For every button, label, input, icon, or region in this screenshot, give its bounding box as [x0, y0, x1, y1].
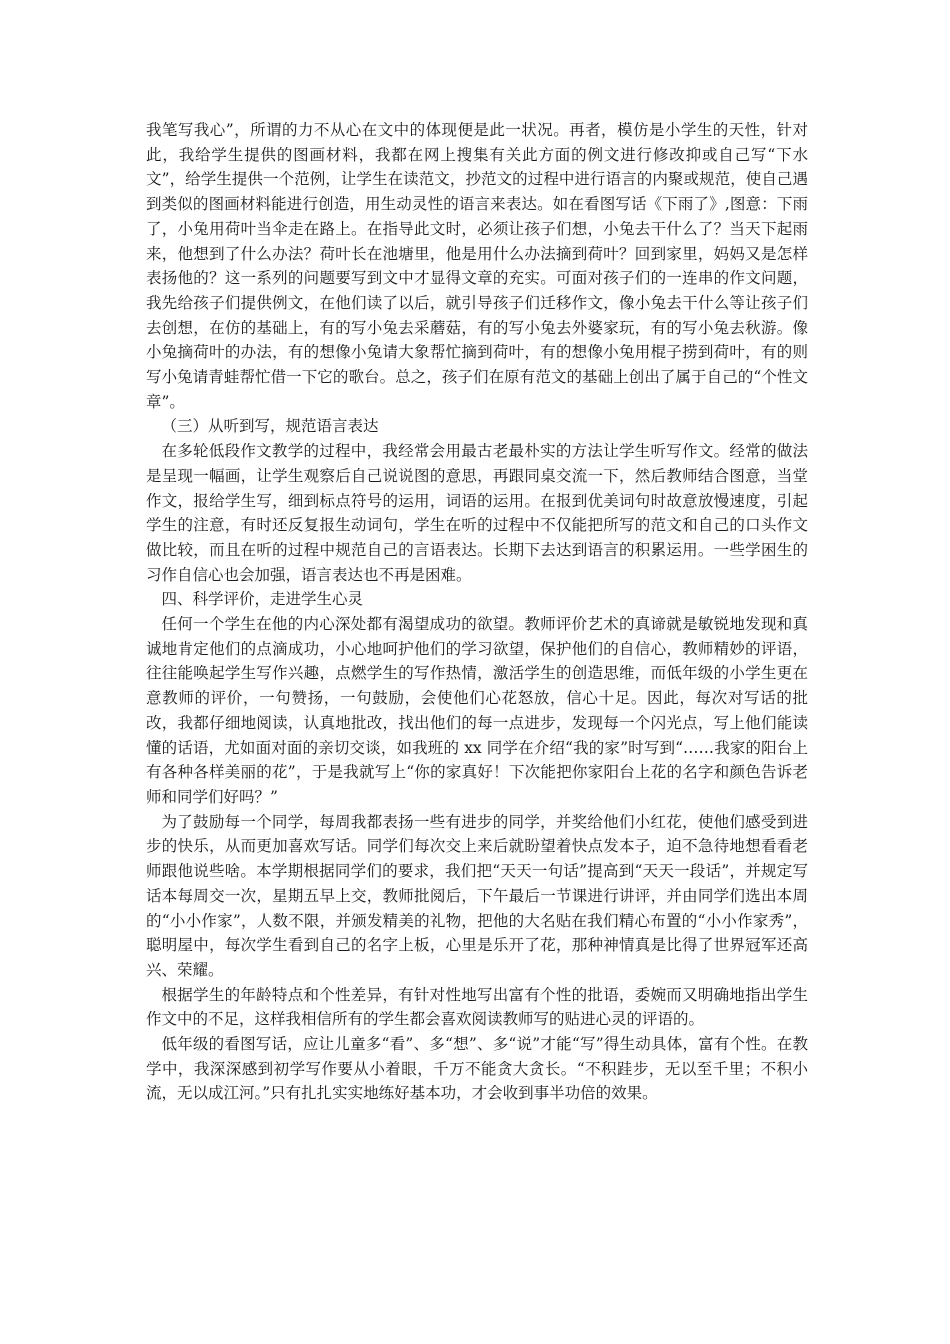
section-heading-4: 四、科学评价，走进学生心灵 — [161, 590, 364, 609]
paragraph-continued: 我笔写我心”，所谓的力不从心在文中的体现便是此一状况。再者，模仿是小学生的天性，针对此，我给学生提供的图画材料，我都在网上搜集有关此方面的例文进行修改抑或自己写“下水文”，给学生提供一个范例，让学生在读范文，抄范文的过程中进行语言的内聚或规范，使自己遇到类似的图画材料能进行创造，用生动灵性的语言来表达。如在看图写话《下雨了》,图意：下雨了，小兔用荷叶当伞走在路上。在指导此文时，必须让孩子们想，小兔去干什么了？当天下起雨来，他想到了什么办法？荷叶长在池塘里，他是用什么办法摘到荷叶？回到家里，妈妈又是怎样表扬他的？这一系列的问题要写到文中才显得文章的充实。可面对孩子们的一连串的作文问题，我先给孩子们提供例文，在他们读了以后，就引导孩子们迁移作文，像小兔去干什么等让孩子们去创想，在仿的基础上，有的写小兔去采蘑菇，有的写小兔去外婆家玩，有的写小兔去秋游。像小兔摘荷叶的办法，有的想像小兔请大象帮忙摘到荷叶，有的想像小兔用棍子捞到荷叶，有的则写小兔请青蛙帮忙借一下它的歌台。总之，孩子们在原有范文的基础上创出了属于自己的“个性文章”。 — [146, 121, 808, 411]
paragraph-encouragement: 为了鼓励每一个同学，每周我都表扬一些有进步的同学，并奖给他们小红花，使他们感受到进步的快乐，从而更加喜欢写话。同学们每次交上来后就盼望着快点发本子，迫不急待地想看看老师跟他说些啥。本学期根据同学们的要求，我们把“天天一句话”提高到“天天一段话”，并规定写话本每周交一次，星期五早上交，教师批阅后，下午最后一节课进行讲评，并由同学们选出本周的“小小作家”，人数不限，并颁发精美的礼物，把他的大名贴在我们精心布置的“小小作家秀”，聪明屋中，每次学生看到自己的名字上板，心里是乐开了花，那种神情真是比得了世界冠军还高兴、荣耀。 — [146, 812, 808, 979]
document-body — [146, 118, 808, 1106]
paragraph-evaluation: 任何一个学生在他的内心深处都有渴望成功的欲望。教师评价艺术的真谛就是敏锐地发现和真诚地肯定他们的点滴成功，小心地呵护他们的学习欲望，保护他们的自信心，教师精妙的评语，往往能唤起学生写作兴趣，点燃学生的写作热情，激活学生的创造思维，而低年级的小学生更在意教师的评价，一句赞扬，一句鼓励，会使他们心花怒放，信心十足。因此，每次对写话的批改，我都仔细地阅读，认真地批改，找出他们的每一点进步，发现每一个闪光点，写上他们能读懂的话语，尤如面对面的亲切交谈，如我班的 xx 同学在介绍“我的家”时写到“……我家的阳台上有各种各样美丽的花”，于是我就写上“你的家真好！下次能把你家阳台上花的名字和颜色告诉老师和同学们好吗？” — [146, 615, 808, 806]
section-heading-3: （三）从听到写，规范语言表达 — [161, 417, 379, 436]
paragraph-conclusion: 低年级的看图写话，应让儿童多“看”、多“想”、多“说”才能“写”得生动具体，富有个性。在教学中，我深深感到初学写作要从小着眼，千万不能贪大贪长。“不积跬步，无以至千里；不积小流，无以成江河。”只有扎扎实实地练好基本功，才会收到事半功倍的效果。 — [146, 1035, 808, 1103]
paragraph-dictation: 在多轮低段作文教学的过程中，我经常会用最古老最朴实的方法让学生听写作文。经常的做法是呈现一幅画，让学生观察后自己说说图的意思，再跟同桌交流一下，然后教师结合图意，当堂作文，报给学生写，细到标点符号的运用，词语的运用。在报到优美词句时故意放慢速度，引起学生的注意，有时还反复报生动词句，学生在听的过程中不仅能把所写的范文和自己的口头作文做比较，而且在听的过程中规范自己的言语表达。长期下去达到语言的积累运用。一些学困生的习作自信心也会加强，语言表达也不再是困难。 — [146, 442, 808, 584]
paragraph-comments: 根据学生的年龄特点和个性差异，有针对性地写出富有个性的批语，委婉而又明确地指出学生作文中的不足，这样我相信所有的学生都会喜欢阅读教师写的贴进心灵的评语的。 — [146, 985, 808, 1029]
